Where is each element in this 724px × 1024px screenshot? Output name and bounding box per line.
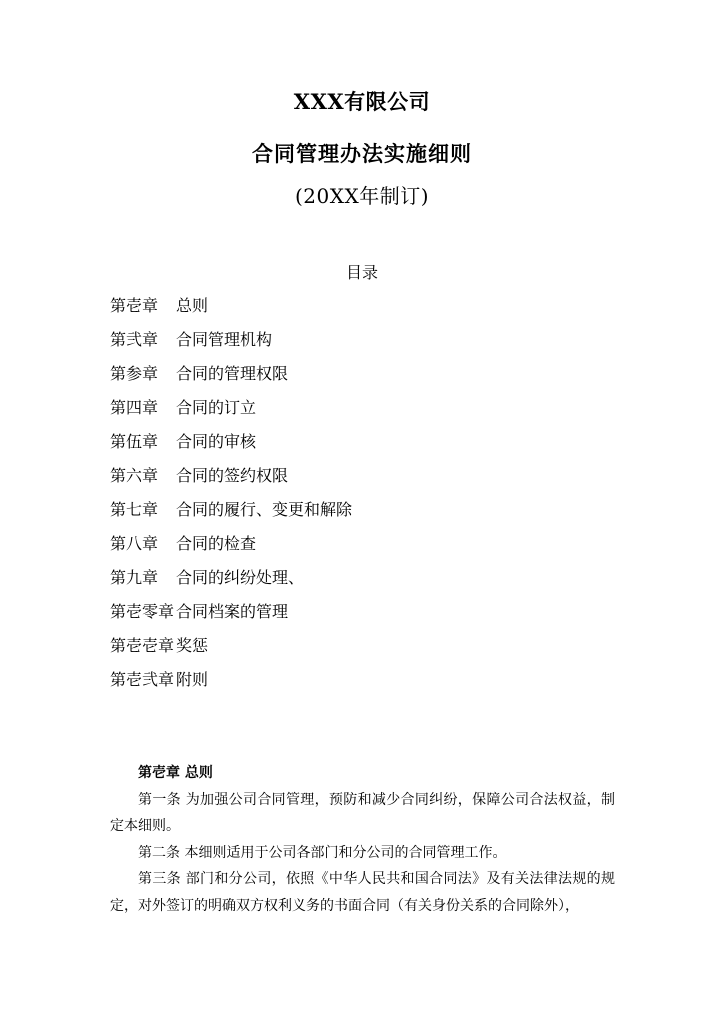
toc-item-number: 第四章 <box>110 398 159 417</box>
toc-item <box>110 666 630 700</box>
toc-item-title: 合同的签约权限 <box>176 466 289 485</box>
toc-item-number: 第七章 <box>110 500 159 519</box>
toc-item-number: 第壱壱章 <box>110 636 175 655</box>
toc-item <box>110 360 630 394</box>
toc-item <box>110 326 630 360</box>
toc-item-title: 合同管理机构 <box>176 330 273 349</box>
toc-item-title: 合同的检查 <box>176 534 257 553</box>
toc-item-title: 合同的订立 <box>176 398 257 417</box>
toc-item-number: 第壱零章 <box>110 602 175 621</box>
toc-item-number: 第八章 <box>110 534 159 553</box>
body-text <box>110 760 615 919</box>
toc-item-title: 合同档案的管理 <box>176 602 289 621</box>
paragraph: 第二条 本细则适用于公司各部门和分公司的合同管理工作。 <box>138 844 507 861</box>
toc-item-number: 第六章 <box>110 466 159 485</box>
company-name: XXX有限公司 <box>293 89 431 114</box>
toc-item <box>110 632 630 666</box>
document-title: 合同管理办法实施细则 <box>252 141 472 166</box>
section-heading: 第壱章 总则 <box>138 765 213 781</box>
toc-item-title: 合同的管理权限 <box>176 364 289 383</box>
table-of-contents <box>110 292 630 700</box>
toc-item-number: 第壱弐章 <box>110 670 175 689</box>
toc-item-title: 合同的履行、变更和解除 <box>176 500 353 519</box>
toc-item <box>110 598 630 632</box>
toc-item-title: 奖惩 <box>176 636 209 655</box>
toc-item-number: 第伍章 <box>110 432 159 451</box>
toc-item <box>110 564 630 598</box>
toc-item <box>110 496 630 530</box>
toc-item-title: 总则 <box>176 296 209 315</box>
toc-item-number: 第弐章 <box>110 330 159 349</box>
toc-heading: 目录 <box>345 263 378 282</box>
toc-item-number: 第参章 <box>110 364 159 383</box>
document-subtitle: (20XX年制订) <box>294 184 430 208</box>
toc-item-title: 合同的审核 <box>176 432 257 451</box>
toc-item-number: 第九章 <box>110 568 159 587</box>
toc-item-title: 合同的纠纷处理、 <box>176 568 305 587</box>
toc-item-title: 附则 <box>176 670 209 689</box>
paragraph: 第一条 为加强公司合同管理，预防和减少合同纠纷，保障公司合法权益，制定本细则。 <box>110 791 615 834</box>
toc-item <box>110 428 630 462</box>
paragraph: 第三条 部门和分公司，依照《中华人民共和国合同法》及有关法律法规的规定，对外签订的明确双方权利义务的书面合同（有关身份关系的合同除外）， <box>110 871 615 914</box>
toc-item <box>110 292 630 326</box>
toc-item <box>110 530 630 564</box>
toc-item-number: 第壱章 <box>110 296 159 315</box>
toc-item <box>110 462 630 496</box>
toc-item <box>110 394 630 428</box>
